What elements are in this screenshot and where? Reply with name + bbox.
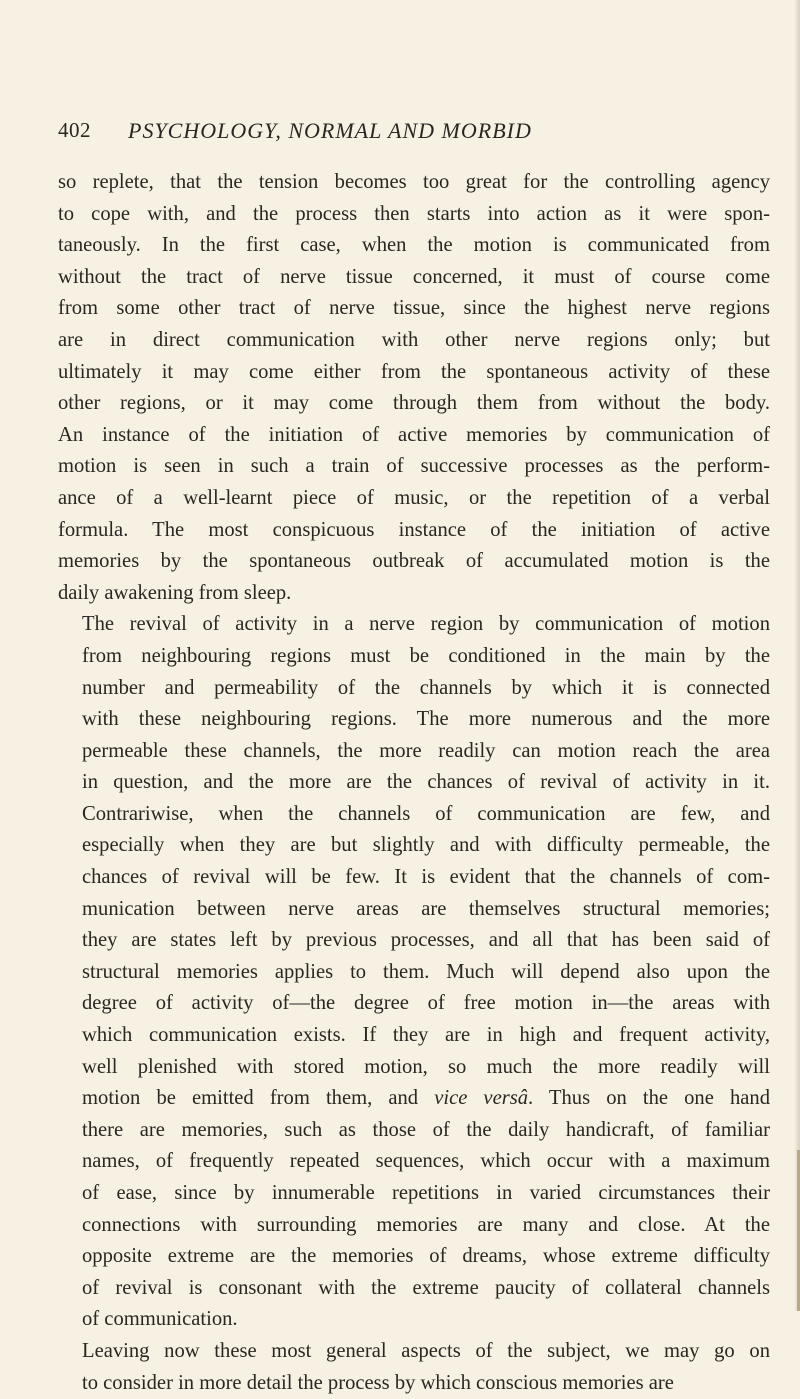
- text-line: [58, 609, 770, 641]
- text-segment: well plenished with stored motion, so much the more readily will: [82, 1055, 770, 1078]
- text-segment: The revival of activity in a nerve region by communication of motion: [82, 613, 770, 636]
- text-line: [58, 325, 770, 357]
- text-segment: degree of activity of—the degree of free motion in—the areas with: [82, 992, 770, 1015]
- running-head: PSYCHOLOGY, NORMAL AND MORBID: [128, 118, 532, 143]
- text-line: [58, 1210, 770, 1242]
- text-line: [58, 1115, 770, 1147]
- text-line: [58, 894, 770, 926]
- text-segment: they are states left by previous processes, and all that has been said of: [82, 929, 770, 952]
- text-segment: An instance of the initiation of active memories by communication of: [58, 423, 770, 446]
- text-segment: to consider in more detail the process by which conscious memories are: [82, 1371, 674, 1394]
- text-line: [58, 799, 770, 831]
- text-line: [58, 1052, 770, 1084]
- text-line: [58, 451, 770, 483]
- body-text: [58, 167, 770, 1399]
- text-segment: from neighbouring regions must be conditioned in the main by the: [82, 644, 770, 667]
- text-line: [58, 673, 770, 705]
- text-segment: which communication exists. If they are in high and frequent activity,: [82, 1024, 770, 1047]
- text-line: [58, 925, 770, 957]
- text-segment: permeable these channels, the more readily can motion reach the area: [82, 739, 770, 762]
- text-segment: structural memories applies to them. Much will depend also upon the: [82, 960, 770, 983]
- paragraph: [58, 167, 770, 609]
- page-header: [58, 118, 758, 148]
- text-segment: Leaving now these most general aspects of the subject, we may go on: [82, 1339, 770, 1362]
- text-line: [58, 357, 770, 389]
- text-segment: memories by the spontaneous outbreak of accumulated motion is the: [58, 550, 770, 573]
- text-segment: chances of revival will be few. It is evident that the channels of com-: [82, 866, 770, 889]
- text-line: [58, 1083, 770, 1115]
- text-segment: especially when they are but slightly and with difficulty permeable, the: [82, 834, 770, 857]
- text-segment: ance of a well-learnt piece of music, or the repetition of a verbal: [58, 486, 770, 509]
- text-segment: names, of frequently repeated sequences, which occur with a maximum: [82, 1150, 770, 1173]
- text-line: [58, 1336, 770, 1368]
- text-line: [58, 641, 770, 673]
- paragraph: [58, 1336, 770, 1399]
- text-segment: other regions, or it may come through them from without the body.: [58, 392, 770, 415]
- text-line: [58, 1146, 770, 1178]
- text-line: [58, 578, 770, 610]
- text-line: [58, 862, 770, 894]
- text-segment: with these neighbouring regions. The more numerous and the more: [82, 708, 770, 731]
- text-line: [58, 546, 770, 578]
- text-segment: of ease, since by innumerable repetitions in varied circumstances their: [82, 1182, 770, 1204]
- text-line: [58, 483, 770, 515]
- text-segment: taneously. In the first case, when the motion is communicated from: [58, 234, 770, 257]
- text-segment: to cope with, and the process then starts into action as it were spon-: [58, 202, 770, 225]
- text-segment: so replete, that the tension becomes too great for the controlling agency: [58, 171, 770, 193]
- text-segment: there are memories, such as those of the daily handicraft, of familiar: [82, 1118, 770, 1141]
- text-line: [58, 767, 770, 799]
- text-segment: . Thus on the one hand: [528, 1087, 770, 1110]
- text-line: [58, 704, 770, 736]
- text-segment: munication between nerve areas are themselves structural memories;: [82, 897, 770, 920]
- text-segment: formula. The most conspicuous instance of the initiation of active: [58, 518, 770, 541]
- text-line: [58, 1368, 770, 1399]
- paragraph: [58, 609, 770, 1336]
- text-line: [58, 262, 770, 294]
- text-segment: from some other tract of nerve tissue, since the highest nerve regions: [58, 297, 770, 320]
- text-segment: of communication.: [82, 1308, 238, 1331]
- italic-phrase: vice versâ: [434, 1087, 529, 1110]
- page-edge-shadow: [794, 0, 800, 1311]
- text-segment: motion be emitted from them, and: [82, 1087, 435, 1110]
- text-line: [58, 199, 770, 231]
- text-line: [58, 830, 770, 862]
- text-segment: ultimately it may come either from the spontaneous activity of these: [58, 360, 770, 383]
- text-line: [58, 388, 770, 420]
- text-line: [58, 1304, 770, 1336]
- text-segment: motion is seen in such a train of successive processes as the perform-: [58, 455, 770, 478]
- text-line: [58, 957, 770, 989]
- text-segment: of revival is consonant with the extreme paucity of collateral channels: [82, 1276, 770, 1299]
- page-number: 402: [58, 118, 91, 142]
- text-segment: daily awakening from sleep.: [58, 581, 292, 604]
- text-segment: Contrariwise, when the channels of communication are few, and: [82, 802, 770, 825]
- text-line: [58, 736, 770, 768]
- text-line: [58, 1020, 770, 1052]
- text-line: [58, 167, 770, 199]
- text-line: [58, 293, 770, 325]
- text-segment: without the tract of nerve tissue concerned, it must of course come: [58, 265, 770, 288]
- text-line: [58, 230, 770, 262]
- text-line: [58, 1241, 770, 1273]
- text-segment: number and permeability of the channels by which it is connected: [82, 676, 770, 699]
- text-line: [58, 1178, 770, 1210]
- text-line: [58, 420, 770, 452]
- text-segment: connections with surrounding memories are many and close. At the: [82, 1213, 770, 1236]
- text-segment: in question, and the more are the chances of revival of activity in it.: [82, 771, 770, 794]
- text-line: [58, 1273, 770, 1305]
- text-segment: are in direct communication with other nerve regions only; but: [58, 328, 770, 351]
- text-segment: opposite extreme are the memories of dreams, whose extreme difficulty: [82, 1245, 770, 1268]
- text-line: [58, 988, 770, 1020]
- text-line: [58, 515, 770, 547]
